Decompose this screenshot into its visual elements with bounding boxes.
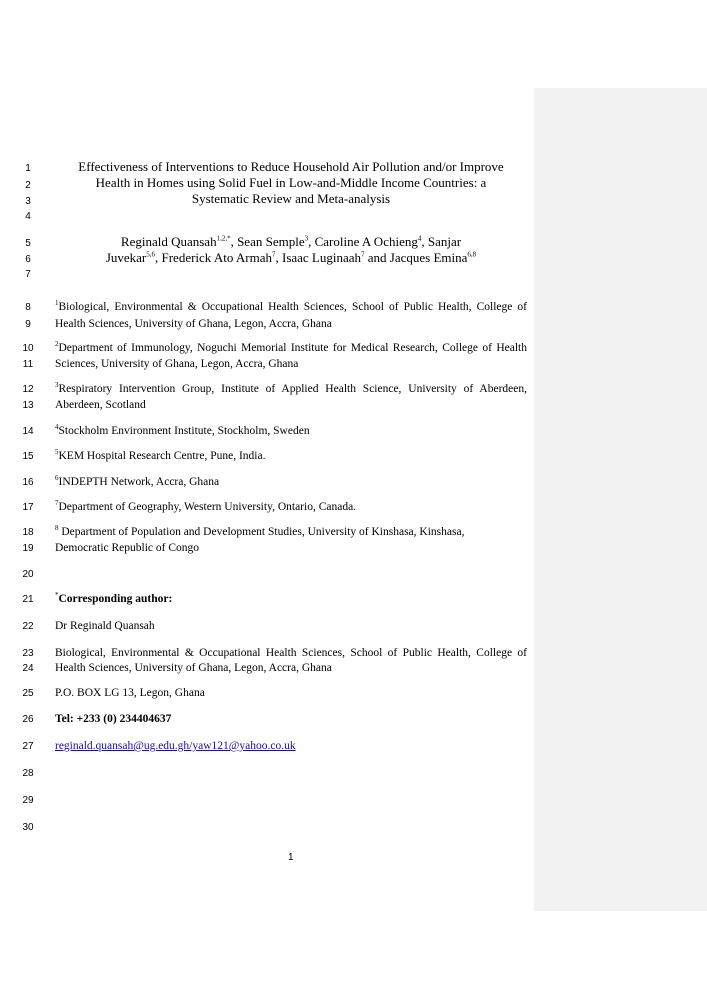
line-number: 5 [25, 238, 31, 249]
author-sup: 1,2,* [216, 234, 231, 243]
line-number: 9 [25, 319, 31, 330]
affiliation-sup: 6 [55, 474, 59, 483]
line-number: 21 [22, 594, 34, 605]
author-sup: 4 [417, 234, 422, 243]
line-number: 28 [22, 768, 34, 779]
affiliation-1-line-2: Health Sciences, University of Ghana, Legon, Accra, Ghana [55, 318, 332, 330]
affiliation-text: Department of Immunology, Noguchi Memorial Institute for Medical Research, College of Health [58, 342, 527, 354]
comment-pane [534, 88, 707, 911]
corresponding-email-row [55, 739, 296, 753]
author-sup: 5,6 [146, 250, 155, 259]
line-number: 24 [22, 663, 34, 674]
affiliation-text: Department of Geography, Western University, Ontario, Canada. [58, 501, 357, 513]
line-number: 29 [22, 795, 34, 806]
line-number: 16 [22, 477, 34, 488]
line-number: 11 [22, 359, 34, 370]
line-number: 6 [25, 254, 31, 265]
line-number: 1 [25, 163, 31, 174]
line-number: 15 [22, 451, 34, 462]
line-number: 20 [22, 569, 34, 580]
affiliation-text: Stockholm Environment Institute, Stockholm, Sweden [58, 425, 310, 437]
page-number: 1 [288, 852, 294, 863]
authors-line-2 [55, 249, 527, 266]
line-number: 7 [25, 269, 31, 280]
affiliation-text: INDEPTH Network, Accra, Ghana [58, 476, 220, 488]
affiliation-3-line-1 [55, 382, 527, 396]
title-line-1: Effectiveness of Interventions to Reduce Household Air Pollution and/or Improve [78, 159, 504, 174]
affiliation-sup: 8 [55, 524, 59, 533]
author-name: , Sanjar [421, 234, 462, 249]
affiliation-sup: 7 [55, 499, 59, 508]
title-line-2: Health in Homes using Solid Fuel in Low-and-Middle Income Countries: a [95, 175, 487, 190]
affiliation-sup: 3 [55, 381, 59, 390]
affiliation-8-line-2: Democratic Republic of Congo [55, 542, 200, 554]
line-number: 23 [22, 648, 34, 659]
affiliation-2-line-1 [55, 341, 527, 355]
line-number: 30 [22, 822, 34, 833]
affiliation-6 [55, 475, 219, 489]
affiliation-text: Respiratory Intervention Group, Institute of Applied Health Science, University of Aberdeen, [58, 383, 527, 395]
line-number: 19 [22, 543, 34, 554]
affiliation-1-line-1 [55, 300, 527, 314]
line-number: 12 [22, 384, 34, 395]
line-number: 13 [22, 400, 34, 411]
line-number: 2 [25, 180, 31, 191]
corresponding-tel: Tel: +233 (0) 234404637 [55, 713, 172, 725]
line-number: 18 [22, 527, 34, 538]
affiliation-text: Department of Population and Development Studies, University of Kinshasa, Kinshasa, [58, 526, 465, 538]
author-name: , Sean Semple [230, 234, 305, 249]
affiliation-sup: 4 [55, 423, 59, 432]
affiliation-sup: 2 [55, 340, 59, 349]
corresponding-address-line-2: Health Sciences, University of Ghana, Legon, Accra, Ghana [55, 662, 332, 674]
author-sup: 3 [304, 234, 309, 243]
author-name: and Jacques Emina [364, 250, 468, 265]
line-number: 10 [22, 343, 34, 354]
affiliation-3-line-2: Aberdeen, Scotland [55, 399, 146, 411]
affiliation-text: Biological, Environmental & Occupational Health Sciences, School of Public Health, College of [58, 301, 527, 313]
affiliation-7 [55, 500, 356, 514]
author-sup: 7 [361, 250, 365, 259]
line-number: 4 [25, 211, 31, 222]
corresponding-sup: * [55, 591, 59, 600]
author-name: Reginald Quansah [120, 234, 217, 249]
line-number: 17 [22, 502, 34, 513]
line-number: 26 [22, 714, 34, 725]
affiliation-sup: 5 [55, 448, 59, 457]
author-name: Juvekar [105, 250, 147, 265]
line-number: 25 [22, 688, 34, 699]
affiliation-sup: 1 [55, 299, 59, 308]
corresponding-label-text: Corresponding author: [58, 593, 173, 605]
line-number: 8 [25, 302, 31, 313]
line-number: 27 [22, 741, 34, 752]
author-sup: 6,8 [467, 250, 477, 259]
author-name: , Isaac Luginaah [275, 250, 362, 265]
authors-line-1 [55, 233, 527, 250]
affiliation-5 [55, 449, 265, 463]
affiliation-8-line-1 [55, 525, 464, 539]
affiliation-4 [55, 424, 310, 438]
author-name: , Frederick Ato Armah [155, 250, 272, 265]
line-number: 22 [22, 621, 34, 632]
line-number: 14 [22, 426, 34, 437]
corresponding-name: Dr Reginald Quansah [55, 620, 155, 632]
affiliation-2-line-2: Sciences, University of Ghana, Legon, Accra, Ghana [55, 358, 299, 370]
corresponding-label [55, 592, 172, 606]
corresponding-pobox: P.O. BOX LG 13, Legon, Ghana [55, 687, 205, 699]
title-line-3: Systematic Review and Meta-analysis [191, 191, 391, 206]
email-link[interactable]: reginald.quansah@ug.edu.gh/yaw121@yahoo.co.uk [55, 740, 296, 752]
author-name: , Caroline A Ochieng [308, 234, 418, 249]
corresponding-address-line-1: Biological, Environmental & Occupational Health Sciences, School of Public Health, College of [55, 647, 527, 659]
author-sup: 7 [271, 250, 276, 259]
affiliation-text: KEM Hospital Research Centre, Pune, India. [58, 450, 266, 462]
line-number: 3 [25, 196, 31, 207]
